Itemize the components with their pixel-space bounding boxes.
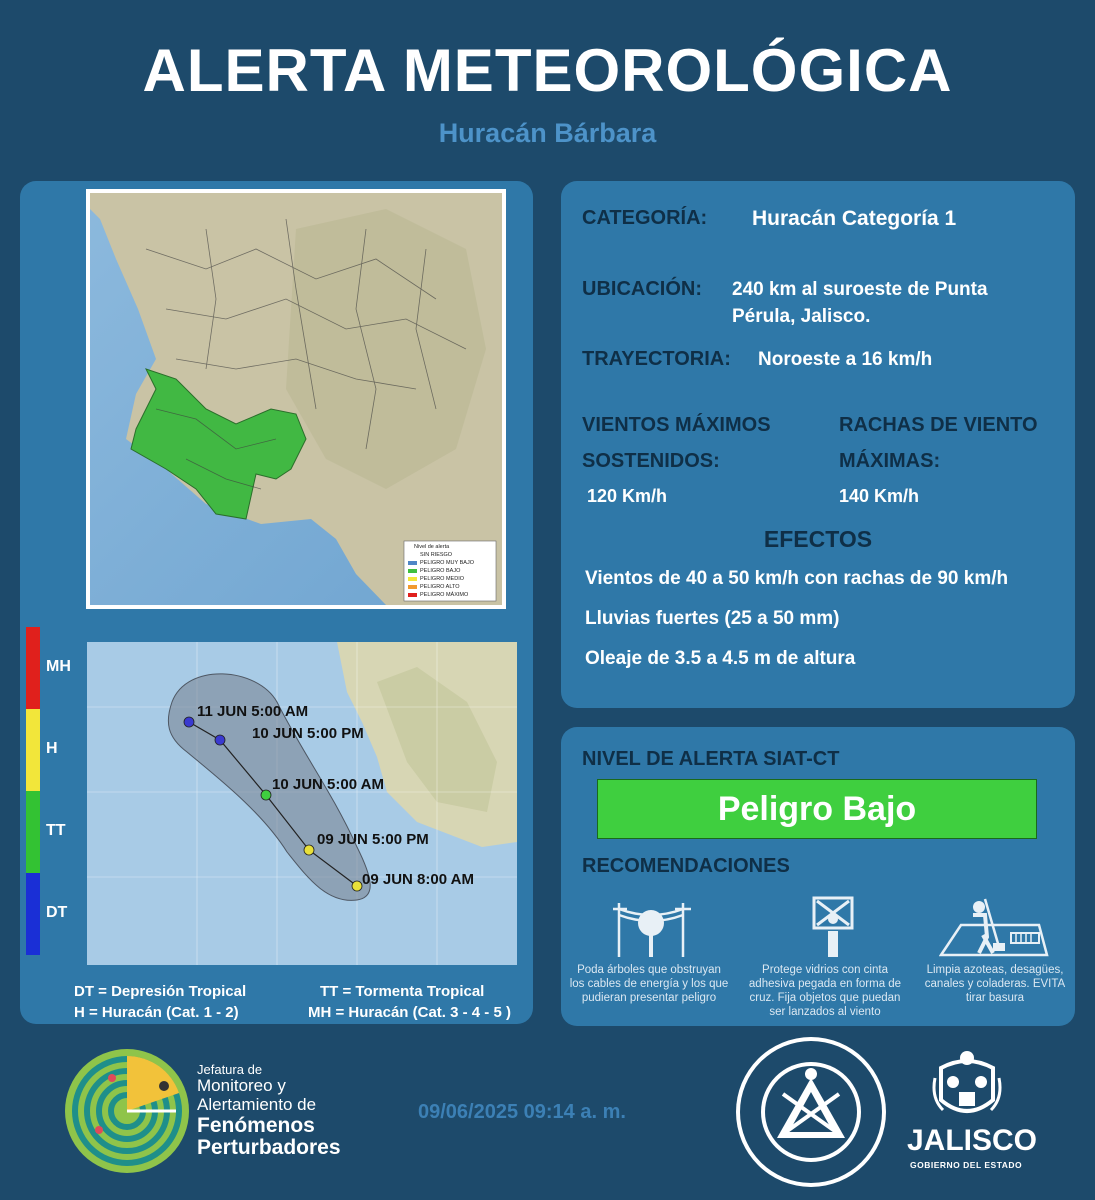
- map-legend-item: [408, 583, 474, 591]
- map-legend-item: [408, 575, 474, 583]
- maps-panel: [20, 181, 533, 1024]
- track-point-label: 09 JUN 5:00 PM: [317, 831, 429, 848]
- track-point-label: 09 JUN 8:00 AM: [362, 871, 474, 888]
- legend-dt: DT = Depresión Tropical: [74, 983, 247, 1000]
- efectos-title: EFECTOS: [763, 526, 873, 552]
- map-legend-title: Nivel de alerta: [414, 544, 450, 550]
- scale-segment: [26, 873, 40, 955]
- alert-map: [86, 189, 506, 609]
- vientos-value: 120 Km/h: [587, 486, 668, 506]
- track-point-label: 10 JUN 5:00 AM: [272, 776, 384, 793]
- vientos-label-line2: SOSTENIDOS:: [582, 450, 720, 472]
- rec-vidrios-text: Protege vidrios con cinta adhesiva pegada en forma de cruz. Fija objetos que puedan ser lanzados al viento: [748, 964, 902, 1018]
- trayectoria-value: Noroeste a 16 km/h: [758, 349, 933, 370]
- scale-segment: [26, 709, 40, 791]
- vientos-label-line1: VIENTOS MÁXIMOS: [582, 414, 771, 436]
- intensity-scale: [20, 627, 80, 957]
- map-legend-swatch: [408, 577, 417, 581]
- track-point: [261, 790, 271, 800]
- alert-level-panel: [561, 727, 1075, 1026]
- rec-limpieza-text: Limpia azoteas, desagües, canales y coladeras. EVITA tirar basura: [924, 964, 1066, 1004]
- map-legend-label: PELIGRO MUY BAJO: [420, 560, 474, 566]
- track-point-label: 10 JUN 5:00 PM: [252, 725, 364, 742]
- map-legend-item: [408, 551, 474, 559]
- scale-segment: [26, 791, 40, 873]
- map-legend-item: [408, 559, 474, 567]
- scale-label: DT: [46, 904, 68, 921]
- track-point: [304, 845, 314, 855]
- org-line-2: Monitoreo y: [197, 1076, 286, 1095]
- civil-protection-seal: [733, 1034, 889, 1190]
- ubicacion-label: UBICACIÓN:: [582, 278, 702, 300]
- page-title: ALERTA METEOROLÓGICA: [142, 37, 953, 104]
- sweeping-drain-icon: [939, 897, 1049, 959]
- alert-level-badge: Peligro Bajo: [597, 779, 1037, 839]
- taped-window-icon: [811, 895, 855, 959]
- issue-datetime: 09/06/2025 09:14 a. m.: [418, 1101, 626, 1123]
- map-legend-swatch: [408, 585, 417, 589]
- map-legend-label: PELIGRO BAJO: [420, 568, 461, 574]
- tree-power-lines-icon: [611, 897, 691, 959]
- map-legend: [408, 543, 474, 599]
- efecto-vientos: Vientos de 40 a 50 km/h con rachas de 90 km/h: [585, 568, 1009, 589]
- org-line-3: Alertamiento de: [197, 1095, 317, 1114]
- org-line-1: Jefatura de: [197, 1062, 263, 1077]
- track-point: [215, 735, 225, 745]
- ubicacion-value-2: Pérula, Jalisco.: [732, 306, 871, 327]
- categoria-label: CATEGORÍA:: [582, 207, 708, 229]
- gobierno-wordmark: GOBIERNO DEL ESTADO: [910, 1160, 1023, 1170]
- efecto-lluvias: Lluvias fuertes (25 a 50 mm): [585, 608, 840, 629]
- track-point-label: 11 JUN 5:00 AM: [197, 703, 309, 720]
- jalisco-coat-of-arms-icon: [931, 1048, 1003, 1124]
- map-legend-item: [408, 567, 474, 575]
- map-legend-label: SIN RIESGO: [420, 552, 453, 558]
- track-map-svg: [87, 642, 517, 965]
- map-legend-label: PELIGRO ALTO: [420, 584, 460, 590]
- map-legend-label: PELIGRO MÁXIMO: [420, 592, 469, 598]
- track-map: [87, 642, 517, 965]
- map-legend-swatch: [408, 553, 417, 557]
- scale-label: H: [46, 740, 58, 757]
- scale-label: MH: [46, 658, 71, 675]
- scale-segment: [26, 627, 40, 709]
- map-legend-swatch: [408, 561, 417, 565]
- legend-tt: TT = Tormenta Tropical: [320, 983, 485, 1000]
- storm-name: Huracán Bárbara: [438, 118, 657, 148]
- map-legend-swatch: [408, 569, 417, 573]
- categoria-value: Huracán Categoría 1: [752, 207, 957, 230]
- map-legend-label: PELIGRO MEDIO: [420, 576, 465, 582]
- map-legend-swatch: [408, 593, 417, 597]
- recomendaciones-title: RECOMENDACIONES: [582, 855, 790, 877]
- jalisco-wordmark: JALISCO: [907, 1124, 1038, 1157]
- org-line-5: Perturbadores: [197, 1136, 341, 1159]
- nivel-alerta-title: NIVEL DE ALERTA SIAT-CT: [582, 748, 840, 770]
- track-point: [352, 881, 362, 891]
- legend-mh: MH = Huracán (Cat. 3 - 4 - 5 ): [308, 1004, 511, 1021]
- storm-info-panel: [561, 181, 1075, 708]
- map-legend-item: [408, 591, 474, 599]
- rachas-label-line1: RACHAS DE VIENTO: [839, 414, 1038, 436]
- monitoring-radar-logo: [64, 1048, 190, 1174]
- scale-label: TT: [46, 822, 66, 839]
- rachas-label-line2: MÁXIMAS:: [839, 450, 941, 472]
- ubicacion-value-1: 240 km al suroeste de Punta: [732, 279, 988, 300]
- rachas-value: 140 Km/h: [839, 486, 920, 506]
- org-line-4: Fenómenos: [197, 1114, 315, 1137]
- track-point: [184, 717, 194, 727]
- trayectoria-label: TRAYECTORIA:: [582, 348, 731, 370]
- efecto-oleaje: Oleaje de 3.5 a 4.5 m de altura: [585, 648, 856, 669]
- rec-poda-text: Poda árboles que obstruyan los cables de energía y los que pudieran presentar peligro: [569, 964, 729, 1004]
- legend-h: H = Huracán (Cat. 1 - 2): [74, 1004, 239, 1021]
